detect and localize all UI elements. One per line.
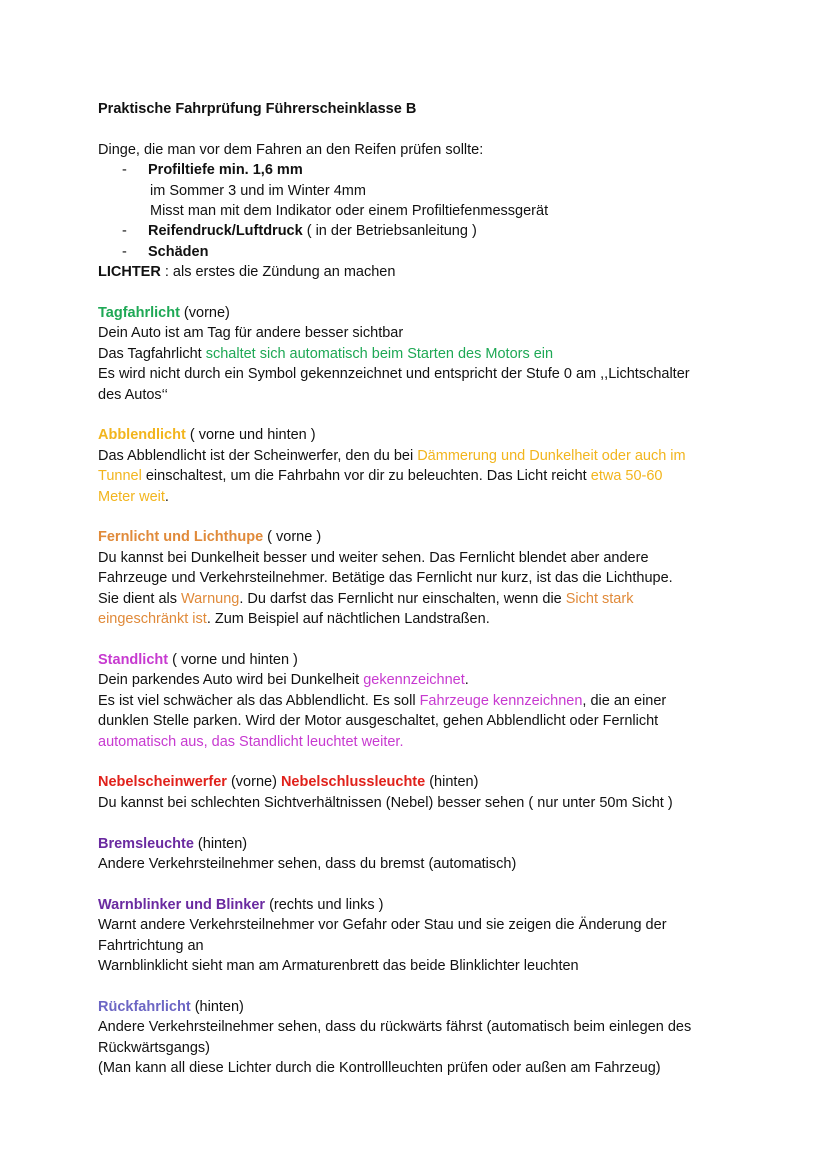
tire-item-schaeden: - Schäden xyxy=(98,242,748,262)
standlicht-line-3: dunklen Stelle parken. Wird der Motor ausgeschaltet, gehen Abblendlicht oder Fernlicht xyxy=(98,713,659,730)
tagfahrlicht-line-3: Es wird nicht durch ein Symbol gekennzeichnet und entspricht der Stufe 0 am ,,Lichtschalter xyxy=(98,366,690,383)
rueckfahrlicht-line-3: (Man kann all diese Lichter durch die Kontrollleuchten prüfen oder außen am Fahrzeug) xyxy=(98,1059,661,1076)
abblendlicht-line-1: Das Abblendlicht ist der Scheinwerfer, den du bei Dämmerung und Dunkelheit oder auch im xyxy=(98,447,686,464)
document-title: Praktische Fahrprüfung Führerscheinklasse B xyxy=(98,101,417,117)
fernlicht-line-3: Sie dient als Warnung. Du darfst das Fernlicht nur einschalten, wenn die Sicht stark xyxy=(98,590,634,607)
section-heading-nebel: Nebelscheinwerfer (vorne) Nebelschlussleuchte (hinten) xyxy=(98,774,479,791)
section-heading-rueckfahrlicht: Rückfahrlicht (hinten) xyxy=(98,998,244,1015)
list-dash: - xyxy=(122,223,127,240)
tire-item-profiltiefe: - Profiltiefe min. 1,6 mm xyxy=(98,160,748,180)
standlicht-line-4: automatisch aus, das Standlicht leuchtet weiter. xyxy=(98,733,404,750)
tagfahrlicht-line-2: Das Tagfahrlicht schaltet sich automatisch beim Starten des Motors ein xyxy=(98,345,554,362)
list-dash: - xyxy=(122,162,127,179)
warnblinker-line-2: Fahrtrichtung an xyxy=(98,937,204,954)
standlicht-line-2: Es ist viel schwächer als das Abblendlicht. Es soll Fahrzeuge kennzeichnen, die an einer xyxy=(98,692,667,709)
abblendlicht-line-2: Tunnel einschaltest, um die Fahrbahn vor dir zu beleuchten. Das Licht reicht etwa 50-60 xyxy=(98,468,663,485)
warnblinker-line-3: Warnblinklicht sieht man am Armaturenbrett das beide Blinklichter leuchten xyxy=(98,957,579,974)
list-dash: - xyxy=(122,243,127,260)
rueckfahrlicht-line-1: Andere Verkehrsteilnehmer sehen, dass du rückwärts fährst (automatisch beim einlegen des xyxy=(98,1019,692,1036)
section-heading-abblendlicht: Abblendlicht ( vorne und hinten ) xyxy=(98,427,316,444)
tagfahrlicht-line-4: des Autos‘‘ xyxy=(98,386,168,403)
tire-item-profiltiefe-sub1: im Sommer 3 und im Winter 4mm xyxy=(150,182,366,199)
section-heading-bremsleuchte: Bremsleuchte (hinten) xyxy=(98,835,248,852)
section-heading-warnblinker: Warnblinker und Blinker (rechts und links ) xyxy=(98,896,384,913)
tagfahrlicht-line-1: Dein Auto ist am Tag für andere besser sichtbar xyxy=(98,325,404,342)
section-heading-standlicht: Standlicht ( vorne und hinten ) xyxy=(98,651,298,668)
standlicht-line-1: Dein parkendes Auto wird bei Dunkelheit gekennzeichnet. xyxy=(98,672,469,689)
warnblinker-line-1: Warnt andere Verkehrsteilnehmer vor Gefahr oder Stau und sie zeigen die Änderung der xyxy=(98,917,667,934)
lights-intro: LICHTER : als erstes die Zündung an machen xyxy=(98,264,396,281)
rueckfahrlicht-line-2: Rückwärtsgangs) xyxy=(98,1039,211,1056)
tires-intro: Dinge, die man vor dem Fahren an den Reifen prüfen sollte: xyxy=(98,141,484,158)
abblendlicht-line-3: Meter weit. xyxy=(98,488,169,505)
section-heading-fernlicht: Fernlicht und Lichthupe ( vorne ) xyxy=(98,529,322,546)
fernlicht-line-4: eingeschränkt ist. Zum Beispiel auf nächtlichen Landstraßen. xyxy=(98,611,490,628)
fernlicht-line-1: Du kannst bei Dunkelheit besser und weiter sehen. Das Fernlicht blendet aber andere xyxy=(98,549,649,566)
fernlicht-line-2: Fahrzeuge und Verkehrsteilnehmer. Betätige das Fernlicht nur kurz, ist das die Lichthupe. xyxy=(98,570,673,587)
section-heading-tagfahrlicht: Tagfahrlicht (vorne) xyxy=(98,305,230,322)
bremsleuchte-line-1: Andere Verkehrsteilnehmer sehen, dass du bremst (automatisch) xyxy=(98,855,517,872)
nebel-line-1: Du kannst bei schlechten Sichtverhältnissen (Nebel) besser sehen ( nur unter 50m Sicht ) xyxy=(98,794,673,811)
tire-item-profiltiefe-sub2: Misst man mit dem Indikator oder einem Profiltiefenmessgerät xyxy=(150,203,549,220)
tire-item-reifendruck: - Reifendruck/Luftdruck ( in der Betriebsanleitung ) xyxy=(98,221,748,241)
